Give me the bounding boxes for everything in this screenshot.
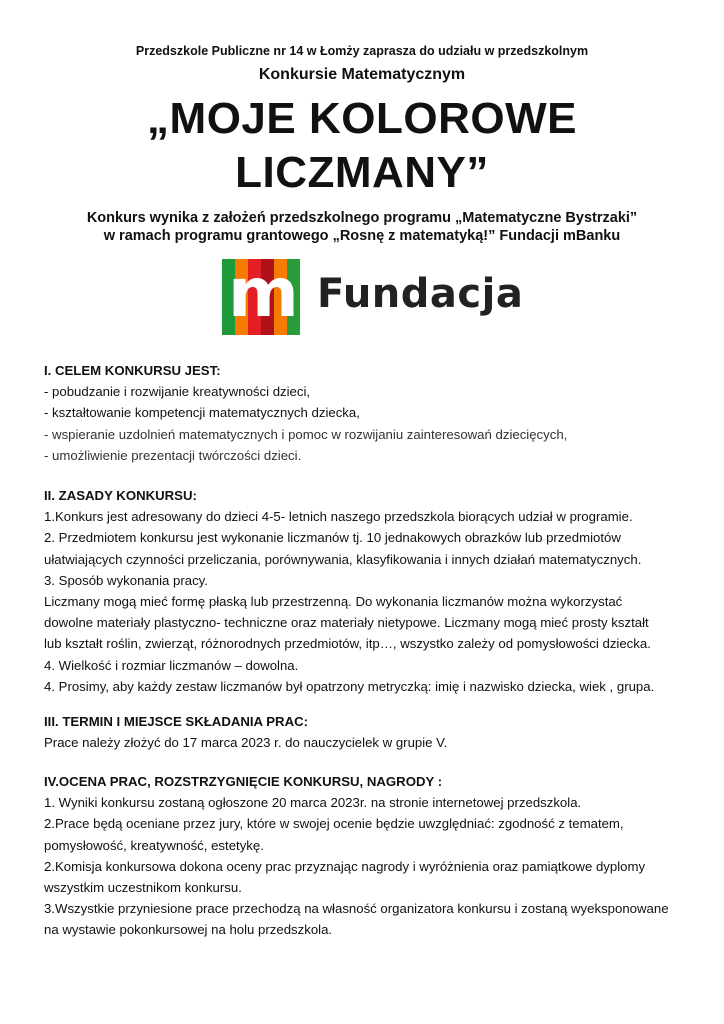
evaluation-line: na wystawie pokonkursowej na holu przedszkola. [44,922,333,938]
goal-item: - umożliwienie prezentacji twórczości dzieci. [44,447,302,463]
goal-item: - wspieranie uzdolnień matematycznych i pomoc w rozwijaniu zainteresowań dziecięcych, [44,426,568,442]
evaluation-line: 1. Wyniki konkursu zostaną ogłoszone 20 marca 2023r. na stronie internetowej przedszkola. [44,795,582,811]
mbank-foundation-logo [222,254,524,335]
rule-line: Liczmany mogą mieć formę płaską lub przestrzenną. Do wykonania liczmanów można wykorzystać [44,593,623,609]
section-deadline [44,711,694,753]
evaluation-line: wszystkim uczestnikom konkursu. [44,879,242,895]
deadline-line: Prace należy złożyć do 17 marca 2023 r. do nauczycielek w grupie V. [44,735,448,751]
intro-line-1: Przedszkole Publiczne nr 14 w Łomży zaprasza do udziału w przedszkolnym [135,44,589,58]
contest-title [0,92,724,200]
rule-line: 1.Konkurs jest adresowany do dzieci 4-5- letnich naszego przedszkola biorących udział w programie. [44,509,633,525]
rule-line: lub kształt roślin, zwierząt, różnorodnych przedmiotów, itp…, wszystko zależy od pomysłowości dziecka. [44,636,651,652]
subtitle-line-2: w ramach programu grantowego „Rosnę z matematyką!” Fundacji mBanku [103,228,621,244]
section-goals [44,360,694,466]
logo-mark-letter: m [228,254,299,333]
goal-item: - pobudzanie i rozwijanie kreatywności dzieci, [44,384,311,400]
section-evaluation [44,771,694,941]
evaluation-line: 2.Komisja konkursowa dokona oceny prac przyznając nagrody i wyróżnienia oraz pamiątkowe dyplomy [44,858,646,874]
rule-line: 3. Sposób wykonania pracy. [44,572,208,588]
goal-item: - kształtowanie kompetencji matematycznych dziecka, [44,405,360,421]
evaluation-line: pomysłowość, kreatywność, estetykę. [44,837,264,853]
rule-line: 4. Prosimy, aby każdy zestaw liczmanów był opatrzony metryczką: imię i nazwisko dziecka, wiek , grupa. [44,678,655,694]
rule-line: 4. Wielkość i rozmiar liczmanów – dowolna. [44,657,299,673]
intro-line-2: Konkursie Matematycznym [258,66,466,83]
rule-line: 2. Przedmiotem konkursu jest wykonanie liczmanów tj. 10 jednakowych obrazków lub przedmiotów [44,530,621,546]
title-line-2: LICZMANY” [235,148,489,197]
section-heading: I. CELEM KONKURSU JEST: [44,363,221,378]
evaluation-line: 2.Prace będą oceniane przez jury, które w swojej ocenie będzie uwzględniać: zgodność z tematem, [44,816,624,832]
section-heading: III. TERMIN I MIEJSCE SKŁADANIA PRAC: [44,714,309,729]
section-heading: IV.OCENA PRAC, ROZSTRZYGNIĘCIE KONKURSU, NAGRODY : [44,774,443,789]
rule-line: dowolne materiały plastyczno- techniczne oraz materiały nietypowe. Liczmany mogą mieć prosty kształt [44,615,649,631]
section-rules [44,485,694,697]
subtitle-line-1: Konkurs wynika z założeń przedszkolnego programu „Matematyczne Bystrzaki” [86,210,638,226]
evaluation-line: 3.Wszystkie przyniesione prace przechodzą na własność organizatora konkursu i zostaną wyeksponowane [44,901,669,917]
section-heading: II. ZASADY KONKURSU: [44,488,197,503]
title-line-1: „MOJE KOLOROWE [147,94,577,143]
rule-line: ułatwiających czynności przeliczania, porównywania, klasyfikowania i innych działań matematycznych. [44,551,642,567]
logo-word: Fundacja [317,271,524,317]
